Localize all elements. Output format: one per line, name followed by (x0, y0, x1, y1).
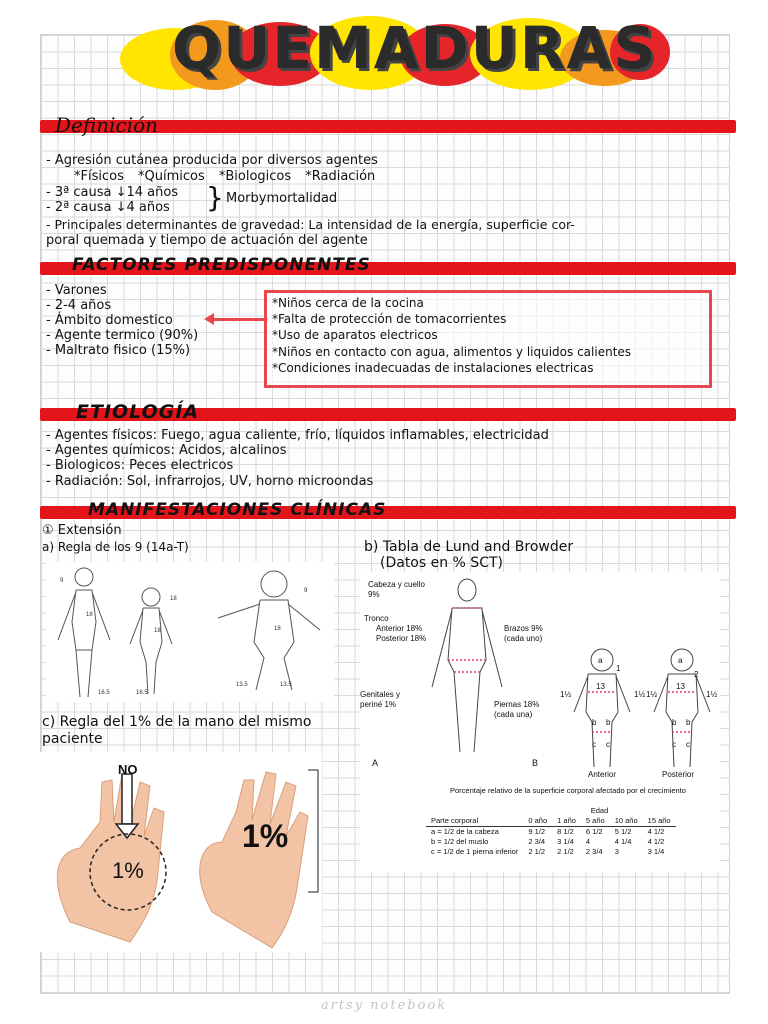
extension-label: ① Extensión (42, 523, 122, 538)
lund-browder-panel (360, 572, 720, 872)
child-anterior-label: Anterior (588, 770, 617, 779)
page-title: QUEMADURAS (172, 14, 658, 82)
child-posterior-arm-left: 1½ (646, 690, 658, 699)
regla-1-label-1: c) Regla del 1% de la mano del mismo (42, 714, 312, 730)
table-header: Parte corporal (426, 816, 523, 827)
etiologia-line-1: - Agentes físicos: Fuego, agua caliente, frío, líquidos inflamables, electricidad (46, 428, 549, 443)
child-posterior-leg-c-right: c (686, 740, 690, 749)
lund-label-arms-each: (cada uno) (504, 634, 543, 643)
table-row (426, 827, 676, 838)
section-heading-manifestaciones: MANIFESTACIONES CLÍNICAS (88, 500, 387, 520)
svg-text:9: 9 (60, 578, 64, 584)
section-heading-definicion: Definición (55, 113, 159, 137)
child-posterior-leg-c-left: c (672, 740, 676, 749)
child-anterior-head-1: 1 (616, 664, 621, 673)
table-cell: 5 1/2 (614, 827, 632, 836)
table-header: 15 año (643, 816, 676, 827)
arrow-to-box (210, 318, 268, 321)
definicion-agents: *Físicos *Químicos *Biologicos *Radiación (74, 169, 376, 184)
factor-4: - Agente termico (90%) (46, 328, 199, 343)
child-posterior-arm-right: 1½ (706, 690, 718, 699)
table-cell: 4 1/4 (614, 837, 632, 846)
definicion-line-4: - 2ª causa ↓4 años (46, 200, 170, 215)
table-cell: 2 3/4 (528, 837, 546, 846)
definicion-line-3: - 3ª causa ↓14 años (46, 185, 179, 200)
table-cell: 4 (585, 837, 591, 846)
child-anterior-thigh-b-right: b (606, 718, 611, 727)
table-cell: 9 1/2 (528, 827, 546, 836)
table-cell: 6 1/2 (585, 827, 603, 836)
lund-label-legs: Piernas 18% (494, 700, 540, 709)
table-group-header: Edad (590, 806, 609, 815)
table-cell: 3 (614, 847, 619, 856)
child-anterior-head-a: a (598, 656, 603, 665)
table-cell: b = 1/2 del muslo (431, 837, 489, 846)
factor-5: - Maltrato fisico (15%) (46, 343, 191, 358)
regla-1-label-2: paciente (42, 731, 103, 747)
arrow-head (204, 313, 214, 325)
svg-text:18: 18 (170, 596, 177, 602)
table-row (426, 837, 676, 847)
lund-title-1: b) Tabla de Lund and Browder (364, 539, 574, 555)
section-heading-etiologia: ETIOLOGÍA (76, 401, 200, 423)
lund-label-genitals: Genitales y (360, 690, 401, 699)
box-item-3: *Uso de aparatos electricos (272, 328, 438, 342)
svg-text:18: 18 (86, 612, 93, 618)
brace: } (206, 181, 224, 214)
lund-label-trunk-anterior: Anterior 18% (376, 624, 423, 633)
child-anterior-arm-right: 1½ (634, 690, 646, 699)
lund-label-perine: periné 1% (360, 700, 397, 709)
svg-text:18: 18 (154, 628, 161, 634)
table-cell: 2 3/4 (585, 847, 603, 856)
table-cell: 2 1/2 (528, 847, 546, 856)
table-header: 1 año (552, 816, 581, 827)
regla-9-figures (46, 562, 334, 702)
table-cell: 8 1/2 (557, 827, 574, 836)
etiologia-line-4: - Radiación: Sol, infrarrojos, UV, horno microondas (46, 474, 374, 489)
factor-1: - Varones (46, 283, 107, 298)
svg-text:16.5: 16.5 (98, 690, 110, 696)
etiologia-line-3: - Biologicos: Peces electricos (46, 458, 234, 473)
table-cell: 2 1/2 (557, 847, 574, 856)
child-posterior-trunk-13: 13 (676, 682, 685, 691)
table-cell: 3 1/4 (557, 837, 574, 846)
footer-watermark: artsy notebook (320, 998, 448, 1013)
box-item-1: *Niños cerca de la cocina (272, 296, 424, 310)
lund-caption: Porcentaje relativo de la superficie corporal afectado por el crecimiento (450, 786, 686, 795)
table-cell: 4 1/2 (647, 827, 665, 836)
svg-text:13.5: 13.5 (236, 682, 248, 688)
morbimortalidad: Morbymortalidad (226, 191, 338, 206)
svg-text:13.5: 13.5 (280, 682, 292, 688)
table-header: 5 año (581, 816, 610, 827)
box-item-2: *Falta de protección de tomacorrientes (272, 312, 507, 326)
lund-label-head: Cabeza y cuello 9% (368, 580, 425, 599)
lund-label-arms: Brazos 9% (504, 624, 543, 633)
definicion-line-1: - Agresión cutánea producida por diversos agentes (46, 153, 378, 168)
hands-panel (40, 752, 322, 952)
factor-2: - 2-4 años (46, 298, 112, 313)
table-cell: 4 1/2 (647, 837, 665, 846)
lund-label-trunk: Tronco (364, 614, 389, 623)
table-cell: a = 1/2 de la cabeza (431, 827, 499, 836)
child-anterior-leg-c-right: c (606, 740, 610, 749)
child-posterior-thigh-b-right: b (686, 718, 691, 727)
table-cell: c = 1/2 de 1 pierna inferior (431, 847, 519, 856)
lund-label-trunk-posterior: Posterior 18% (376, 634, 427, 643)
percent-label-right: 1% (242, 818, 289, 854)
factor-3: - Ámbito domestico (46, 313, 173, 328)
lund-label-b: B (532, 758, 539, 768)
regla-9-label: a) Regla de los 9 (14a-T) (42, 540, 189, 554)
no-label: NO (118, 762, 138, 777)
child-anterior-leg-c-left: c (592, 740, 596, 749)
child-anterior-trunk-13: 13 (596, 682, 605, 691)
lund-label-a: A (372, 758, 379, 768)
lund-title-2: (Datos en % SCT) (380, 555, 503, 571)
svg-text:16.5: 16.5 (136, 690, 148, 696)
definicion-line-7: poral quemada y tiempo de actuación del agente (46, 233, 368, 248)
child-posterior-neck-2: 2 (694, 670, 699, 679)
child-posterior-thigh-b-left: b (672, 718, 677, 727)
section-heading-factores: FACTORES PREDISPONENTES (72, 255, 371, 275)
child-anterior-arm-left: 1½ (560, 690, 572, 699)
child-posterior-head-a: a (678, 656, 683, 665)
svg-text:18: 18 (274, 626, 281, 632)
table-cell: 3 1/4 (647, 847, 665, 856)
percent-label-left: 1% (112, 858, 144, 883)
definicion-line-6: - Principales determinantes de gravedad: La intensidad de la energía, superficie cor- (46, 217, 575, 232)
etiologia-line-2: - Agentes químicos: Acidos, alcalinos (46, 443, 287, 458)
child-posterior-label: Posterior (662, 770, 695, 779)
table-header: 0 año (523, 816, 552, 827)
table-header: 10 año (610, 816, 643, 827)
lund-label-legs-each: (cada una) (494, 710, 533, 719)
box-item-5: *Condiciones inadecuadas de instalaciones electricas (272, 361, 594, 375)
lund-browder-table (426, 806, 676, 857)
table-row (426, 847, 676, 857)
svg-text:9: 9 (304, 588, 308, 594)
child-anterior-thigh-b-left: b (592, 718, 597, 727)
box-item-4: *Niños en contacto con agua, alimentos y liquidos calientes (272, 345, 632, 359)
